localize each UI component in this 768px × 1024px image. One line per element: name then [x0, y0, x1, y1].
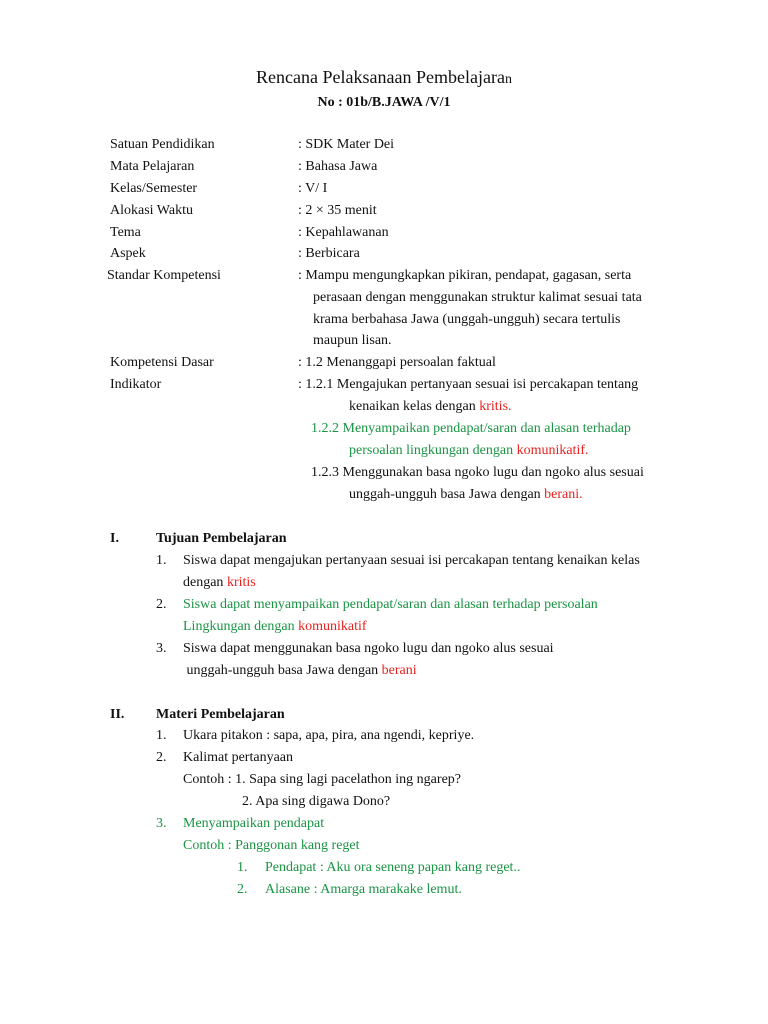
indikator-3-keyword: berani. [544, 487, 583, 502]
document-number: No : 01b/B.JAWA /V/1 [317, 95, 451, 110]
value-satuan: : SDK Mater Dei [298, 137, 395, 152]
tujuan-1-number: 1. [156, 553, 167, 568]
tujuan-2-line1: Siswa dapat menyampaikan pendapat/saran dan alasan terhadap persoalan [183, 597, 598, 612]
section-1-heading: Tujuan Pembelajaran [156, 531, 287, 546]
indikator-2-text: persoalan lingkungan dengan [349, 443, 517, 458]
tujuan-1-text: dengan [183, 575, 227, 590]
indikator-3-line2 [349, 486, 583, 504]
tujuan-3-keyword: berani [381, 663, 417, 678]
tujuan-1-keyword: kritis [226, 575, 256, 590]
value-kelas: : V/ I [298, 181, 328, 196]
label-kd: Kompetensi Dasar [110, 355, 214, 370]
title-text: Rencana Pelaksanaan Pembelajara [256, 67, 505, 87]
sk-line-3: krama berbahasa Jawa (unggah-ungguh) secara tertulis [313, 312, 621, 327]
indikator-2-keyword: komunikatif. [516, 443, 589, 458]
tujuan-2-number: 2. [156, 597, 167, 612]
label-aspek: Aspek [110, 246, 146, 261]
value-alokasi: : 2 × 35 menit [298, 203, 377, 218]
value-aspek: : Berbicara [298, 246, 360, 261]
tujuan-2-text: Lingkungan dengan [183, 619, 299, 634]
label-satuan: Satuan Pendidikan [110, 137, 215, 152]
section-1-number: I. [110, 531, 119, 546]
materi-3-sub1-text: Pendapat : Aku ora seneng papan kang reget.. [265, 860, 521, 875]
sk-line-4: maupun lisan. [313, 333, 392, 348]
indikator-1-line2 [349, 398, 512, 416]
tujuan-3-line1: Siswa dapat menggunakan basa ngoko lugu dan ngoko alus sesuai [183, 641, 554, 656]
materi-3-text: Menyampaikan pendapat [183, 816, 325, 831]
indikator-2-line2 [349, 442, 589, 460]
value-mapel: : Bahasa Jawa [298, 159, 378, 174]
materi-3-sub2-text: Alasane : Amarga marakake lemut. [265, 882, 462, 897]
indikator-3-line1: 1.2.3 Menggunakan basa ngoko lugu dan ngoko alus sesuai [311, 465, 644, 480]
materi-2-example-1: Contoh : 1. Sapa sing lagi pacelathon ing ngarep? [183, 772, 461, 787]
materi-3-sub1-number: 1. [237, 860, 248, 875]
page-title [0, 68, 768, 89]
tujuan-1-line1: Siswa dapat mengajukan pertanyaan sesuai isi percakapan tentang kenaikan kelas [183, 553, 640, 568]
label-kelas: Kelas/Semester [110, 181, 198, 196]
materi-2-example-2: 2. Apa sing digawa Dono? [242, 794, 391, 809]
materi-1-number: 1. [156, 728, 167, 743]
tujuan-2-keyword: komunikatif [298, 619, 367, 634]
tujuan-3-number: 3. [156, 641, 167, 656]
materi-2-text: Kalimat pertanyaan [183, 750, 294, 765]
tujuan-3-line2 [183, 662, 417, 680]
title-tail: n [504, 72, 512, 87]
label-indikator: Indikator [110, 377, 162, 392]
materi-3-example: Contoh : Panggonan kang reget [183, 838, 360, 853]
sk-line-2: perasaan dengan menggunakan struktur kalimat sesuai tata [313, 290, 642, 305]
materi-3-sub2-number: 2. [237, 882, 248, 897]
value-kd: : 1.2 Menanggapi persoalan faktual [298, 355, 496, 370]
tujuan-3-text: unggah-ungguh basa Jawa dengan [183, 663, 382, 678]
tujuan-2-line2 [183, 618, 367, 636]
indikator-1-text: kenaikan kelas dengan [349, 399, 480, 414]
indikator-2-line1: 1.2.2 Menyampaikan pendapat/saran dan alasan terhadap [311, 421, 631, 436]
value-sk: : Mampu mengungkapkan pikiran, pendapat, gagasan, serta [298, 268, 632, 283]
indikator-1-line1: : 1.2.1 Mengajukan pertanyaan sesuai isi percakapan tentang [298, 377, 639, 392]
section-2-number: II. [110, 707, 125, 722]
value-tema: : Kepahlawanan [298, 225, 389, 240]
indikator-3-text: unggah-ungguh basa Jawa dengan [349, 487, 545, 502]
label-tema: Tema [110, 225, 141, 240]
materi-1-text: Ukara pitakon : sapa, apa, pira, ana ngendi, kepriye. [183, 728, 475, 743]
materi-3-number: 3. [156, 816, 167, 831]
materi-2-number: 2. [156, 750, 167, 765]
section-2-heading: Materi Pembelajaran [156, 707, 285, 722]
label-mapel: Mata Pelajaran [110, 159, 195, 174]
label-sk: Standar Kompetensi [107, 268, 221, 283]
label-alokasi: Alokasi Waktu [110, 203, 193, 218]
indikator-1-keyword: kritis. [479, 399, 512, 414]
tujuan-1-line2 [183, 574, 256, 592]
